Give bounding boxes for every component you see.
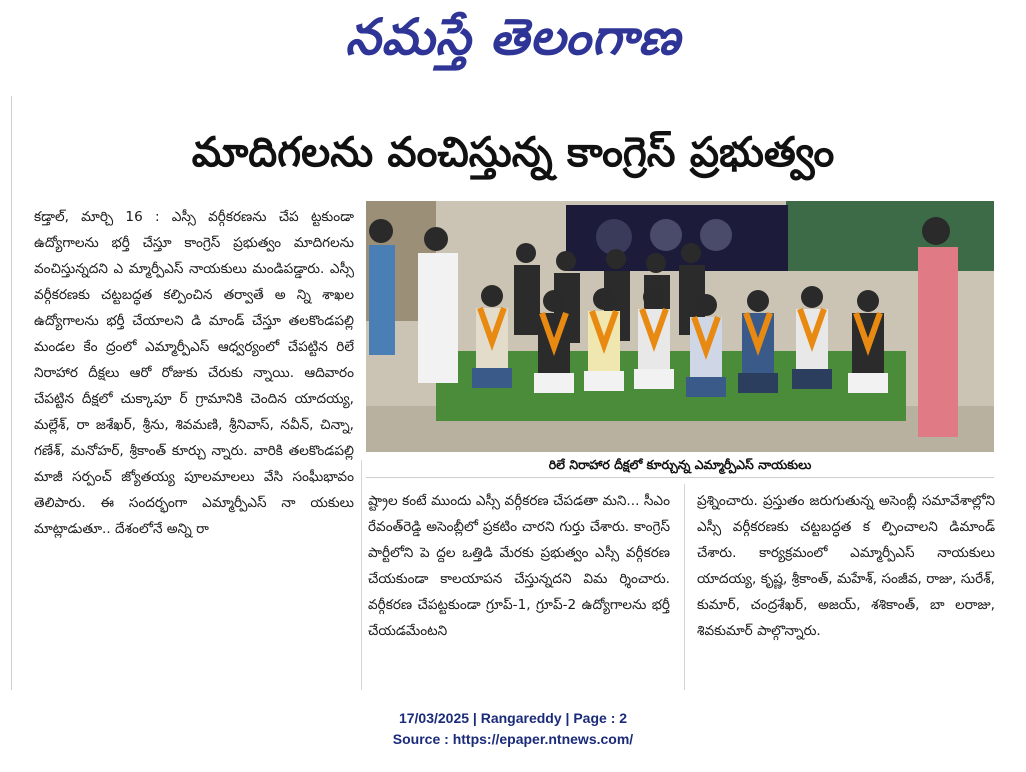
footer-edition-line: 17/03/2025 | Rangareddy | Page : 2: [398, 710, 628, 726]
page-footer: [0, 708, 1026, 750]
article-column-middle: ష్ట్రాల కంటే ముందు ఎస్సీ వర్గీకరణ చేపడతా మని... సీఎం రేవంత్‌రెడ్డి అసెంబ్లీలో ప్రకటిం చారని గుర్తు చేశారు. కాంగ్రెస్ పార్టీలోని పె ద్దల ఒత్తిడి మేరకు ప్రభుత్వం ఎస్సీ వర్గీకరణ చేయకుండా కాలయాపన చేస్తున్నదని విమ ర్శించారు. వర్గీకరణ చేపట్టకుండా గ్రూప్-1, గ్రూప్-2 ఉద్యోగాలను భర్తీ చేయడమేంటని: [368, 493, 670, 639]
article-column-left: కడ్తాల్, మార్చి 16 : ఎస్సీ వర్గీకరణను చేప ట్టకుండా ఉద్యోగాలను భర్తీ చేస్తూ కాంగ్రెస్ ప్రభుత్వం మాదిగలను వంచిస్తున్నదని ఎ మ్మార్పీఎస్ నాయకులు మండిపడ్డారు. ఎస్సీ వర్గీకరణకు చట్టబద్ధత కల్పించిన తర్వాతే అ న్ని శాఖల ఉద్యోగాలను భర్తీ చేయాలని డి మాండ్ చేస్తూ తలకొండపల్లి మండల కేం ద్రంలో ఎమ్మార్పీఎస్ ఆధ్వర్యంలో చేపట్టిన రిలే నిరాహార దీక్షలు ఆరో రోజుకు చేరుకు న్నాయి. ఆదివారం చేపట్టిన దీక్షలో చుక్కాపూ ర్ గ్రామానికి చెందిన యాదయ్య, మల్లేశ్, రా జశేఖర్, శ్రీను, శివమణి, శ్రీనివాస్, నవీన్, చిన్నా, గణేశ్, మనోహర్, శ్రీకాంత్ కూర్చు న్నారు. వారికి తలకొండపల్లి మాజీ సర్పంచ్ జ్యోతయ్య పూలమాలలు వేసి సంఘీభావం తెలిపారు. ఈ సందర్భంగా ఎమ్మార్పీఎస్ నా యకులు మాట్లాడుతూ.. దేశంలోనే అన్ని రా: [34, 209, 354, 537]
photo-caption: రిలే నిరాహార దీక్షలో కూర్చున్న ఎమ్మార్పీఎస్ నాయకులు: [366, 453, 994, 478]
news-photo: [366, 201, 994, 452]
masthead-title: నమస్తే తెలంగాణ: [345, 7, 681, 66]
article-headline: మాదిగలను వంచిస్తున్న కాంగ్రెస్ ప్రభుత్వం: [191, 128, 835, 176]
footer-source-line: Source : https://epaper.ntnews.com/: [392, 731, 634, 747]
article-column-right: ప్రశ్నించారు. ప్రస్తుతం జరుగుతున్న అసెంబ్లీ సమావేశాల్లోని ఎస్సీ వర్గీకరణకు చట్టబద్ధత క ల్పించాలని డిమాండ్ చేశారు. కార్యక్రమంలో ఎమ్మార్పీఎస్ నాయకులు యాదయ్య, కృష్ణ, శ్రీకాంత్, మహేశ్, సంజీవ, రాజు, సురేశ్, కుమార్, చంద్రశేఖర్, అజయ్, శశికాంత్, బా లరాజు, శివకుమార్ పాల్గొన్నారు.: [697, 493, 995, 639]
column-divider: [684, 484, 685, 690]
column-divider: [361, 460, 362, 690]
